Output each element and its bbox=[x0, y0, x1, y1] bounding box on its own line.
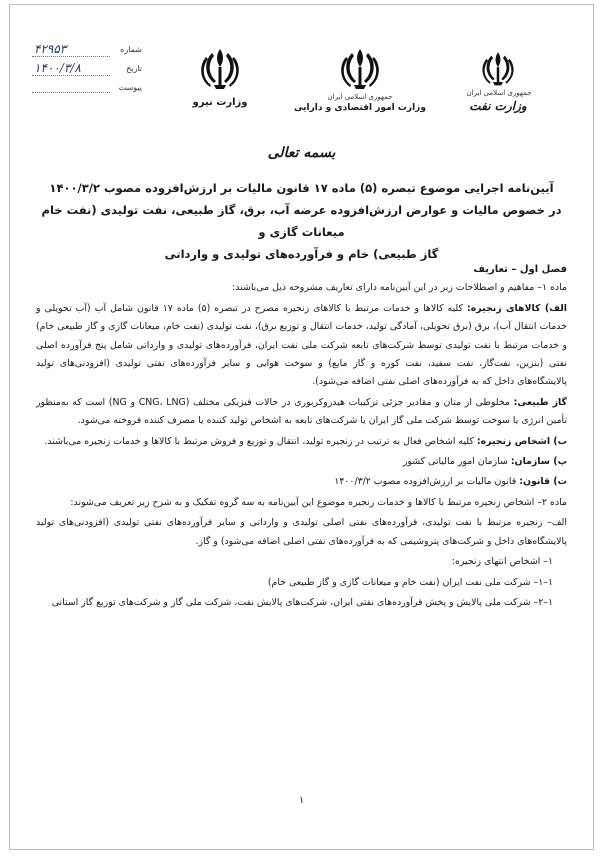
reference-attachment-line bbox=[32, 82, 110, 93]
article-2: ماده ۲– اشخاص زنجیره مرتبط با کالاها و خدمات زنجیره موضوع این آیین‌نامه به سه گروه تفکیک و به شرح زیر تعریف می‌شوند: bbox=[70, 496, 567, 508]
definition-persons bbox=[36, 433, 567, 451]
article-1-intro: ماده ۱– مفاهیم و اصطلاحات زیر در این آیین‌نامه دارای تعاریف مشروحه ذیل می‌باشند: bbox=[232, 282, 567, 294]
definition-text: سازمان امور مالیاتی کشور bbox=[402, 456, 511, 468]
definition-term: گاز طبیعی: bbox=[513, 396, 567, 408]
definition-text: مخلوطی از متان و مقادیر جزئی ترکیبات هیدروکربوری در حالات فیزیکی مختلف (CNG، LNG و NG) است که به‌منظور تأمین انرژی یا سوخت توسط شرکت ملی گاز ایران یا شرکت‌های تابعه به اشخاص تولید کننده یا مصرف کننده فروخته می‌شود. bbox=[36, 396, 567, 427]
definition-term: ت) قانون: bbox=[519, 476, 567, 488]
definition-text: کلیه اشخاص فعال به ترتیب در زنجیره تولید، انتقال و توزیع و فروش مرتبط با کالاها و خدمات زنجیره می‌باشند. bbox=[44, 435, 477, 447]
ministry-oil-label: وزارت نفت bbox=[469, 99, 527, 113]
ministry-economy-sub: جمهوری اسلامی ایران bbox=[327, 93, 393, 101]
definition-term: الف) کالاهای زنجیره: bbox=[467, 302, 568, 314]
document-page bbox=[9, 4, 594, 850]
sub-item-1-2: ۱–۲– شرکت ملی پالایش و پخش فرآورده‌های نفتی ایران، شرکت‌های پالایش نفت، شرکت ملی گاز و شرکت‌های توزیع گاز استانی bbox=[51, 596, 553, 608]
section-heading: فصل اول – تعاریف bbox=[473, 264, 567, 275]
group-alef: الف– زنجیره مرتبط با نفت تولیدی، فرآورده‌های نفتی اصلی تولیدی و وارداتی و سایر فرآورده‌های نفتی تولیدی (افزودنی‌های تولید پالایشگاه‌های داخل و شرکت‌های پتروشیمی که به فرآورده‌های نفتی اصلی اضافه می‌شود) و گاز. bbox=[36, 517, 567, 547]
reference-date-label: تاریخ bbox=[126, 63, 142, 73]
definition-term: ب) اشخاص زنجیره: bbox=[476, 435, 567, 447]
reference-number-value: ۴۲۹۵۳ bbox=[32, 42, 110, 57]
title-line: در خصوص مالیات و عوارض ارزش‌افزوده عرضه آب، برق، گاز طبیعی، نفت تولیدی (نفت خام میعانات گازی و bbox=[41, 203, 562, 239]
basmala-heading: بسمه تعالی bbox=[267, 145, 336, 161]
page-number: ۱ bbox=[298, 795, 305, 806]
iran-emblem-icon bbox=[478, 49, 518, 87]
sub-item-1-1: ۱–۱– شرکت ملی نفت ایران (نفت خام و میعانات گازی و گاز طبیعی خام) bbox=[267, 576, 553, 588]
reference-date-value: ۱۴۰۰/۳/۸ bbox=[32, 61, 110, 76]
definition-gas bbox=[36, 394, 567, 431]
reference-date-row bbox=[32, 60, 142, 76]
ministry-economy-label: وزارت امور اقتصادی و دارایی bbox=[294, 103, 426, 113]
document-title bbox=[40, 177, 563, 265]
title-line: گاز طبیعی) خام و فرآورده‌های تولیدی و وارداتی bbox=[164, 247, 439, 261]
title-line: آیین‌نامه اجرایی موضوع تبصره (۵) ماده ۱۷ قانون مالیات بر ارزش‌افزوده مصوب ۱۴۰۰/۳/۲ bbox=[49, 181, 554, 195]
definition-goods bbox=[36, 300, 567, 392]
document-body bbox=[36, 261, 567, 614]
definition-term: پ) سازمان: bbox=[510, 456, 567, 468]
definition-text: قانون مالیات بر ارزش‌افزوده مصوب ۱۴۰۰/۳/۲ bbox=[334, 476, 520, 488]
iran-emblem-icon bbox=[196, 45, 244, 91]
reference-number-row bbox=[32, 41, 142, 57]
reference-block bbox=[32, 41, 142, 98]
iran-emblem-icon bbox=[336, 45, 384, 91]
ministry-oil-sub: جمهوری اسلامی ایران bbox=[466, 89, 532, 97]
definition-text: کلیه کالاها و خدمات مرتبط با کالاهای زنجیره مصرح در تبصره (۵) ماده ۱۷ قانون شامل آب (آب تحویلی و خدمات انتقال آب)، برق (برق تحویلی، آمادگی تولید، خدمات انتقال و توزیع برق)، نفت تولیدی (نفت خام، میعانات گازی و گاز طبیعی خام) و خدمات مرتبط با نفت تولیدی توسط شرکت‌های تابعه شرکت ملی نفت ایران، فرآورده‌های تولیدی و وارداتی شامل پنج فرآورده اصلی نفتی (بنزین، نفت‌گاز، نفت سفید، نفت کوره و گاز مایع) و سوخت هوایی و سایر فرآورده‌های نفتی تولیدی (افزودنی‌های تولید پالایشگاه‌های داخل که به فرآورده‌های اصلی نفتی اضافه می‌شود). bbox=[36, 302, 567, 388]
reference-number-label: شماره bbox=[120, 44, 142, 54]
ministry-energy-label: وزارت نیرو bbox=[192, 97, 248, 108]
reference-attachment-label: پیوست bbox=[118, 82, 142, 92]
reference-attachment-row bbox=[32, 79, 142, 95]
sub-item-1: ۱– اشخاص انتهای زنجیره: bbox=[451, 556, 553, 568]
definition-organization bbox=[36, 453, 567, 471]
definition-law bbox=[36, 473, 567, 491]
